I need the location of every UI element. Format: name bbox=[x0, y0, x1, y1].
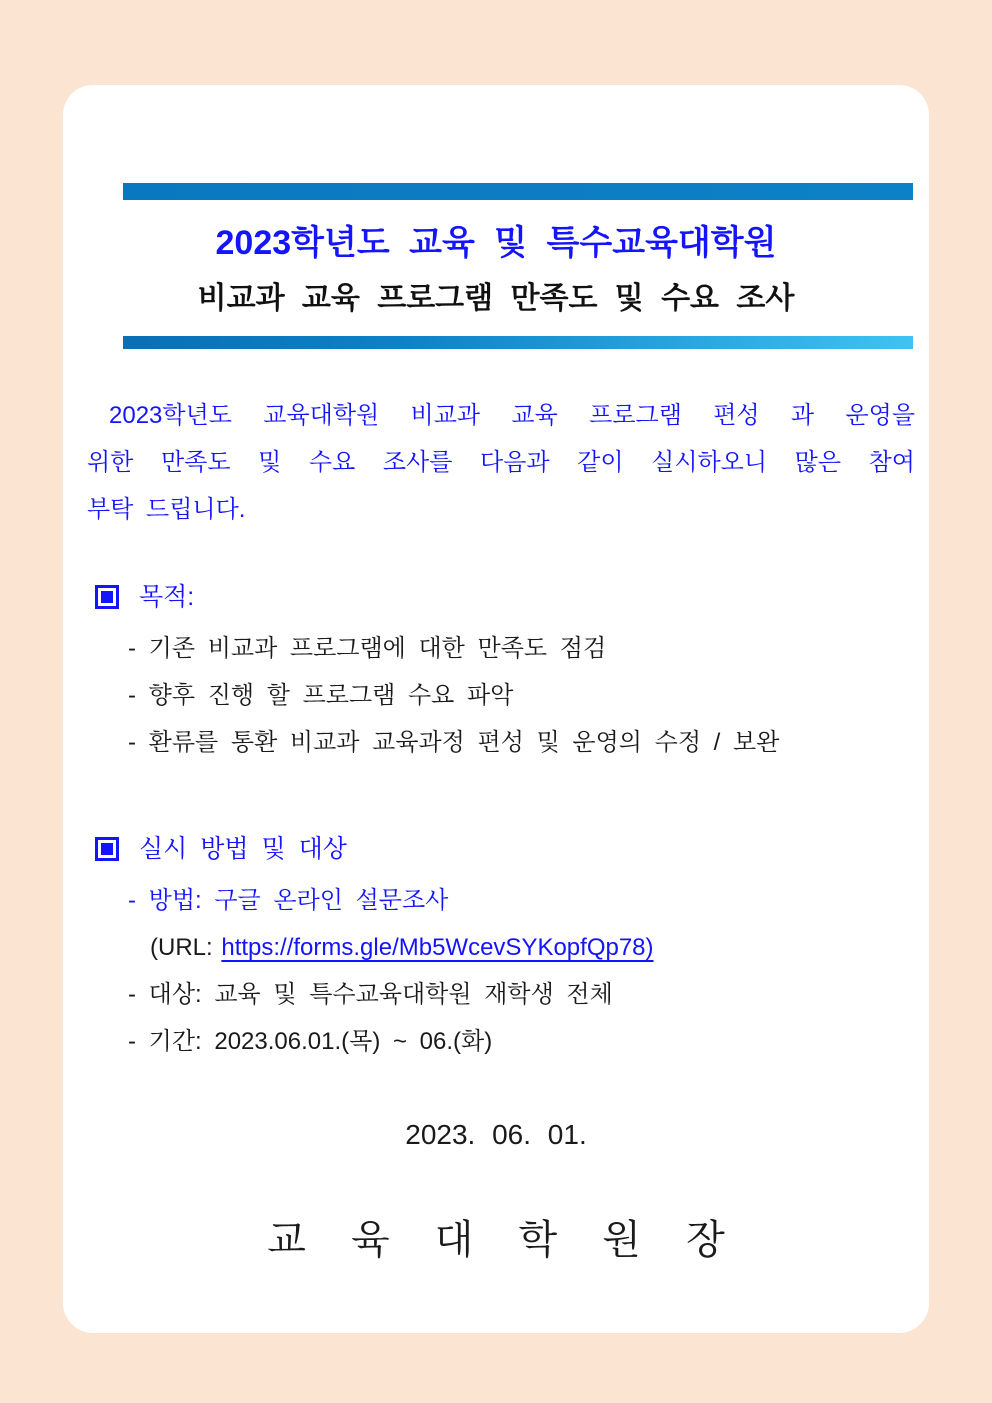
section-heading-method bbox=[63, 832, 929, 866]
notice-title-line1: 2023학년도 교육 및 특수교육대학원 bbox=[215, 224, 777, 262]
header-top-bar bbox=[123, 183, 913, 200]
intro-line-1: 2023학년도 교육대학원 비교과 교육 프로그램 편성 과 운영을 bbox=[109, 402, 915, 429]
method-item-method: - 방법: 구글 온라인 설문조사 bbox=[128, 887, 449, 914]
method-item-period: - 기간: 2023.06.01.(목) ~ 06.(화) bbox=[128, 1028, 493, 1055]
purpose-item-2: - 향후 진행 할 프로그램 수요 파악 bbox=[128, 682, 514, 709]
survey-url-link[interactable]: https://forms.gle/Mb5WcevSYKopfQp78) bbox=[221, 934, 654, 961]
method-item-list bbox=[63, 877, 929, 1065]
square-bullet-icon bbox=[95, 837, 119, 861]
intro-line-3: 부탁 드립니다. bbox=[87, 496, 246, 523]
method-item-url bbox=[63, 924, 929, 971]
square-bullet-icon bbox=[95, 585, 119, 609]
purpose-item-3: - 환류를 통환 비교과 교육과정 편성 및 운영의 수정 / 보완 bbox=[128, 729, 780, 756]
method-item-target: - 대상: 교육 및 특수교육대학원 재학생 전체 bbox=[128, 981, 613, 1008]
purpose-item-1: - 기존 비교과 프로그램에 대한 만족도 점검 bbox=[128, 635, 607, 662]
section-heading-purpose bbox=[63, 580, 929, 614]
signature-title: 교 육 대 학 원 장 bbox=[267, 1218, 725, 1262]
url-prefix-label: (URL: bbox=[150, 934, 222, 961]
purpose-item-list bbox=[63, 625, 929, 766]
notice-card bbox=[63, 85, 929, 1333]
notice-title-line2: 비교과 교육 프로그램 만족도 및 수요 조사 bbox=[197, 282, 795, 315]
intro-paragraph bbox=[63, 392, 929, 533]
header-bottom-bar bbox=[123, 336, 913, 349]
purpose-heading-label: 목적: bbox=[139, 583, 195, 611]
notice-date: 2023. 06. 01. bbox=[405, 1119, 587, 1150]
intro-line-2: 위한 만족도 및 수요 조사를 다음과 같이 실시하오니 많은 참여 bbox=[87, 449, 915, 476]
method-heading-label: 실시 방법 및 대상 bbox=[139, 835, 347, 863]
